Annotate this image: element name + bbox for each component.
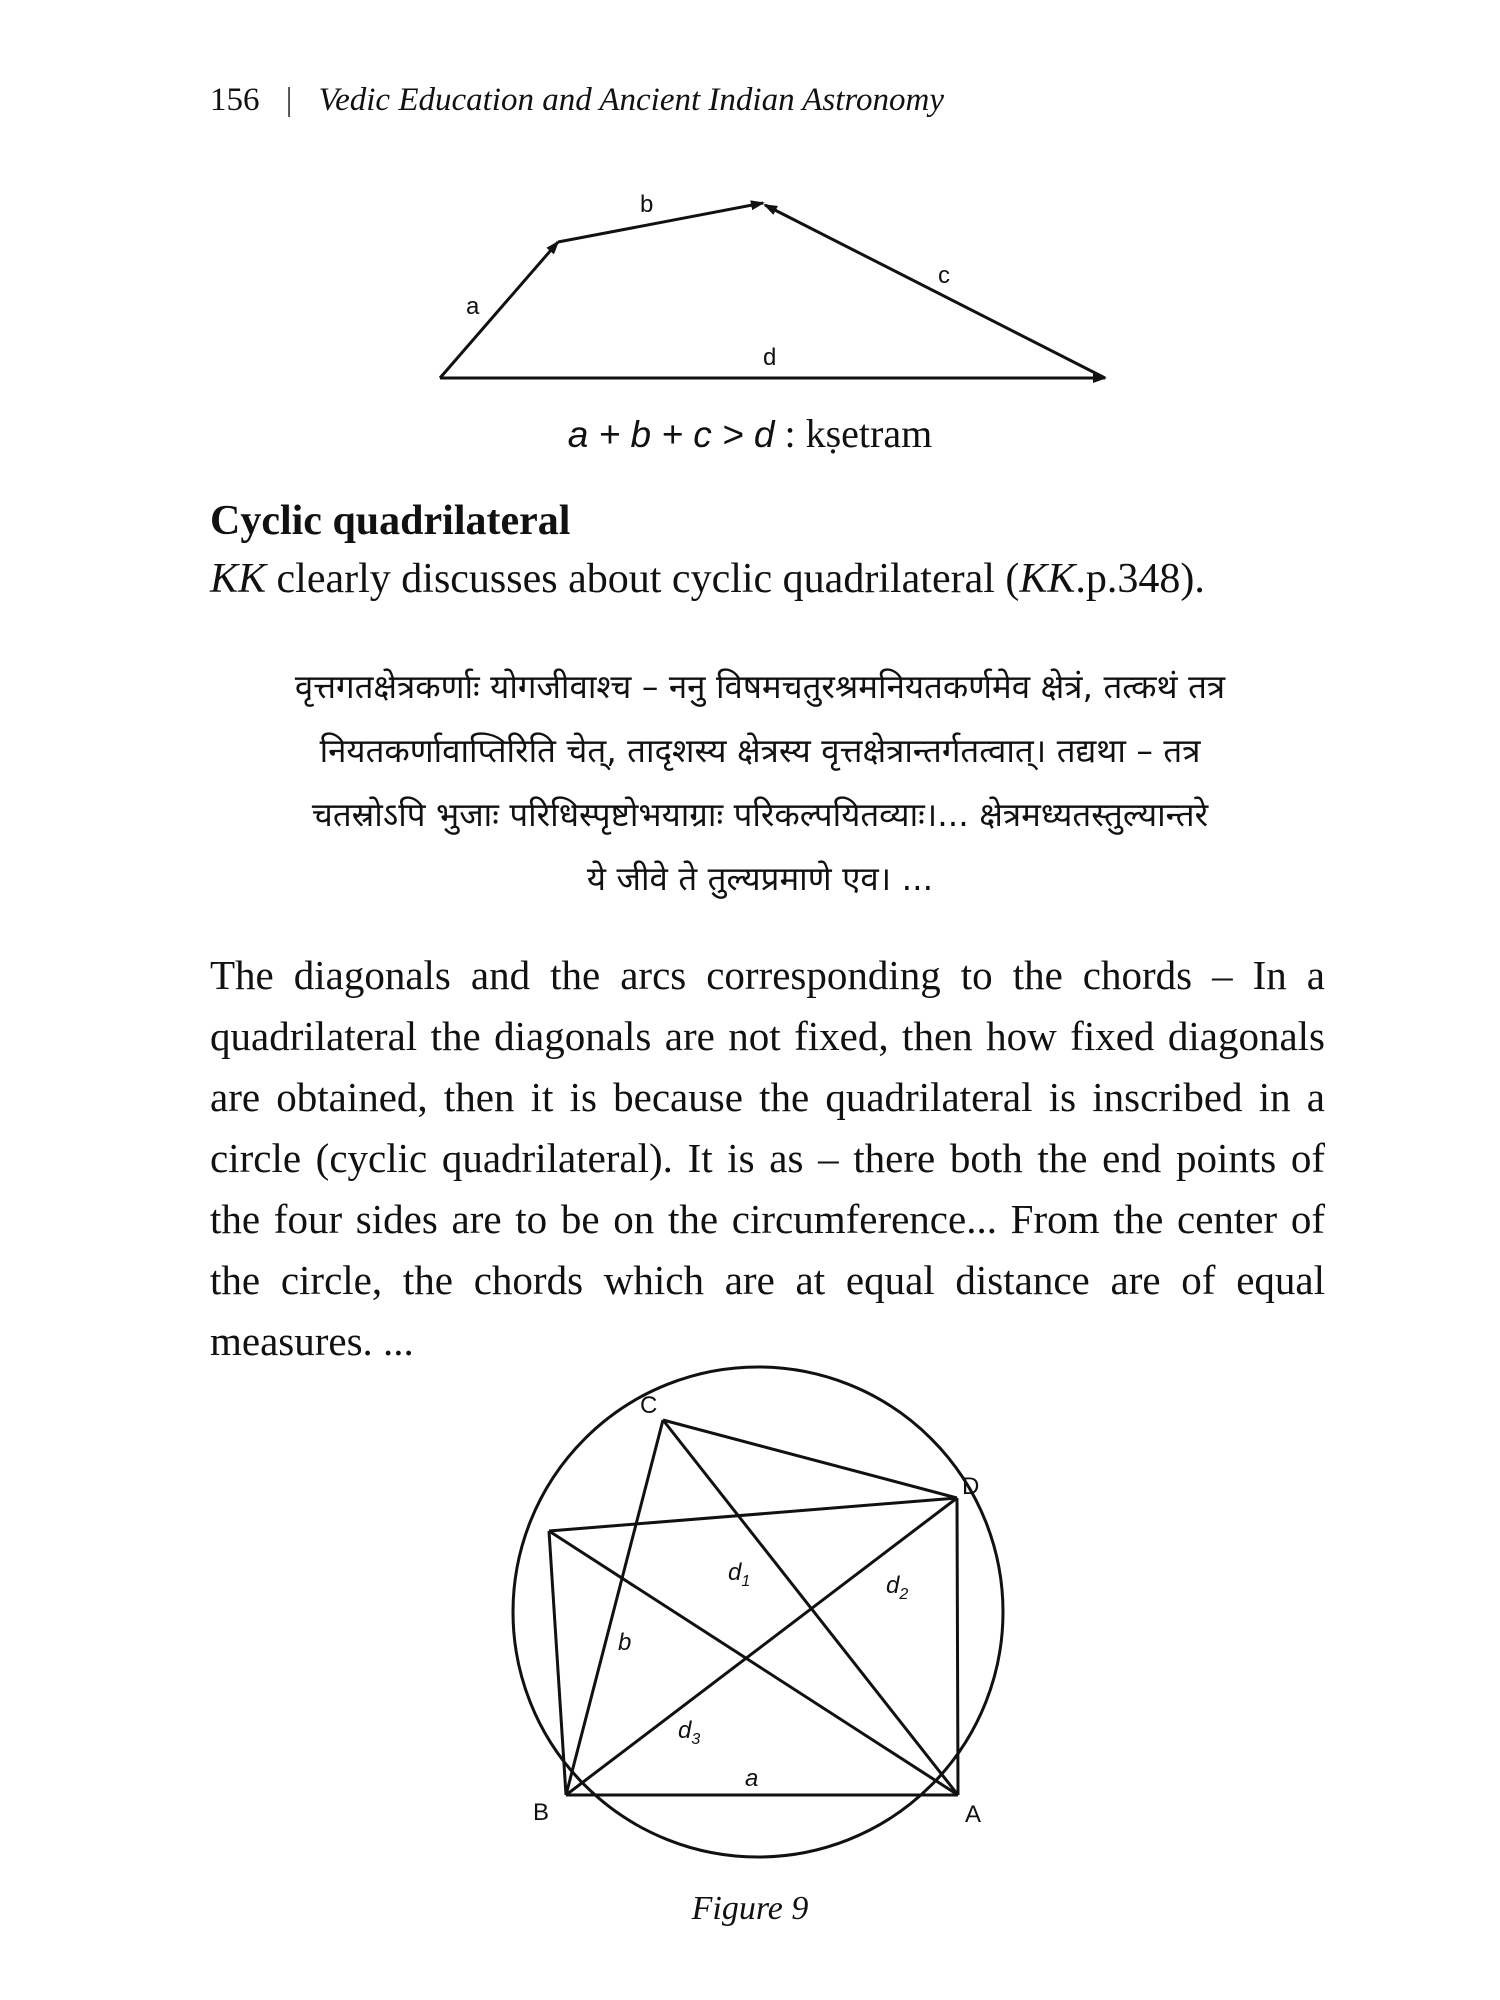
polygon-caption bbox=[0, 410, 1500, 457]
book-title: Vedic Education and Ancient Indian Astronomy bbox=[318, 82, 944, 118]
vector-a bbox=[440, 242, 558, 378]
label-d1: $d_1$ bbox=[728, 1559, 751, 1590]
page-number: 156 bbox=[210, 82, 260, 118]
polygon-figure bbox=[440, 191, 1105, 378]
intro-ref-kk: KK bbox=[1019, 556, 1076, 602]
intro-kk: KK bbox=[210, 556, 267, 602]
label-d3: $d_3$ bbox=[678, 1717, 701, 1748]
label-c: c bbox=[938, 262, 950, 289]
sanskrit-line: चतस्रोऽपि भुजाः परिधिस्पृष्टोभयाग्राः परिकल्पयितव्याः।... क्षेत्रमध्यतस्तुल्यान्तरे bbox=[311, 795, 1209, 834]
header-separator: | bbox=[285, 82, 293, 118]
label-side-a: a bbox=[745, 1765, 759, 1792]
label-d2: $d_2$ bbox=[886, 1572, 909, 1603]
sanskrit-line: वृत्तगतक्षेत्रकर्णाः योगजीवाश्च – ननु विषमचतुरश्रमनियतकर्णमेव क्षेत्रं, तत्कथं तत्र bbox=[294, 667, 1226, 706]
label-d: d bbox=[763, 344, 777, 371]
cyclic-quadrilateral-figure bbox=[513, 1367, 1003, 1857]
caption-math: a + b + c > d bbox=[567, 414, 775, 455]
intro-ref: .p.348). bbox=[1075, 556, 1205, 602]
chord-EA bbox=[549, 1498, 957, 1531]
label-a: a bbox=[466, 293, 480, 320]
diagonal-EA bbox=[549, 1531, 958, 1795]
point-D-label: D bbox=[962, 1473, 980, 1500]
sanskrit-line: नियतकर्णावाप्तिरिति चेत्, तादृशस्य क्षेत्रस्य वृत्तक्षेत्रान्तर्गतत्वात्। तद्यथा – तत्र bbox=[319, 731, 1201, 770]
point-C-label: C bbox=[640, 1392, 658, 1419]
caption-term: : kṣetram bbox=[784, 411, 933, 456]
translation-paragraph: The diagonals and the arcs corresponding to the chords – In a quadrilateral the diagonals are not fixed, then how fixed diagonals are obtained, then it is because the quadrilateral is inscribed in a circle (cyclic quadrilateral). It is as – there both the end points of the four sides are to be on the circumference... From the center of the circle, the chords which are at equal distance are of equal measures. ... bbox=[210, 952, 1325, 1364]
vector-b bbox=[558, 203, 763, 242]
label-side-b: b bbox=[618, 1629, 632, 1656]
chord-EB bbox=[549, 1531, 566, 1795]
section-intro bbox=[210, 555, 1205, 603]
point-B-label: B bbox=[533, 1799, 550, 1826]
chord-DA bbox=[957, 1498, 958, 1795]
vector-c bbox=[765, 205, 1105, 378]
sanskrit-quote bbox=[210, 655, 1310, 911]
side-b bbox=[566, 1420, 663, 1795]
chord-CD bbox=[663, 1420, 957, 1498]
point-A-label: A bbox=[965, 1801, 982, 1828]
section-heading: Cyclic quadrilateral bbox=[210, 498, 571, 544]
sanskrit-line: ये जीवे ते तुल्यप्रमाणे एव। ... bbox=[586, 859, 934, 898]
label-b: b bbox=[640, 191, 654, 218]
figure-caption: Figure 9 bbox=[691, 1890, 809, 1927]
intro-text: clearly discusses about cyclic quadrilateral ( bbox=[266, 556, 1020, 602]
